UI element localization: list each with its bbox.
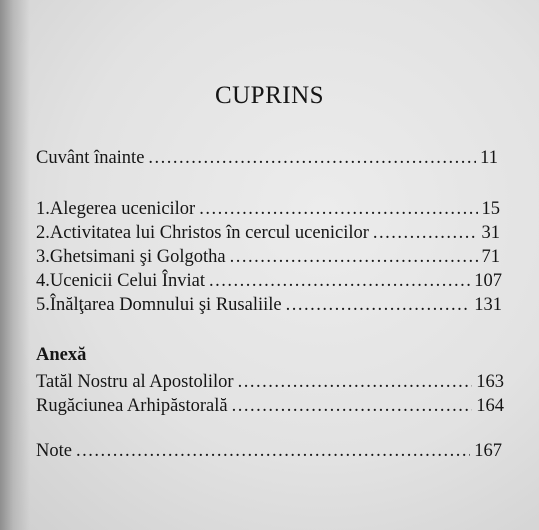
toc-entry-label: Rugăciunea Arhipăstorală bbox=[36, 396, 228, 416]
annex-heading: Anexă bbox=[36, 345, 87, 365]
toc-entry-page: 11 bbox=[480, 148, 498, 168]
toc-entry-chapter-5 bbox=[36, 295, 502, 319]
toc-entry-label: Tatăl Nostru al Apostolilor bbox=[36, 372, 234, 392]
toc-entry-label: 4.Ucenicii Celui Înviat bbox=[36, 271, 206, 291]
toc-entry-page: 167 bbox=[474, 441, 502, 461]
toc-entry-chapter-2 bbox=[36, 223, 500, 247]
toc-entry-foreword bbox=[36, 148, 498, 172]
toc-entry-page: 107 bbox=[474, 271, 502, 291]
page-gutter-shadow bbox=[0, 0, 30, 530]
toc-entry-label: 2.Activitatea lui Christos în cercul ucenicilor bbox=[36, 223, 369, 243]
leader-dots bbox=[286, 295, 471, 316]
toc-entry-label: 1.Alegerea ucenicilor bbox=[36, 199, 196, 219]
toc-entry-page: 131 bbox=[474, 295, 502, 315]
leader-dots bbox=[232, 396, 473, 417]
leader-dots bbox=[199, 199, 477, 220]
toc-entry-label: Cuvânt înainte bbox=[36, 148, 145, 168]
leader-dots bbox=[373, 223, 478, 244]
toc-entry-page: 163 bbox=[476, 372, 504, 392]
toc-entry-label: 3.Ghetsimani şi Golgotha bbox=[36, 247, 226, 267]
toc-entry-label: 5.Înălţarea Domnului şi Rusaliile bbox=[36, 295, 282, 315]
page-title: CUPRINS bbox=[214, 82, 325, 109]
toc-entry-chapter-4 bbox=[36, 271, 502, 295]
leader-dots bbox=[148, 148, 476, 169]
toc-entry-page: 31 bbox=[481, 223, 500, 243]
toc-entry-chapter-3 bbox=[36, 247, 500, 271]
toc-entry-notes bbox=[36, 441, 502, 465]
toc-entry-chapter-1 bbox=[36, 199, 500, 223]
leader-dots bbox=[238, 372, 473, 393]
toc-entry-label: Note bbox=[36, 441, 72, 461]
toc-entry-page: 71 bbox=[481, 247, 500, 267]
leader-dots bbox=[76, 441, 470, 462]
toc-entry-annex-1 bbox=[36, 372, 504, 396]
leader-dots bbox=[209, 271, 470, 292]
toc-entry-page: 164 bbox=[476, 396, 504, 416]
toc-entry-page: 15 bbox=[481, 199, 500, 219]
toc-entry-annex-2 bbox=[36, 396, 504, 420]
leader-dots bbox=[230, 247, 478, 268]
